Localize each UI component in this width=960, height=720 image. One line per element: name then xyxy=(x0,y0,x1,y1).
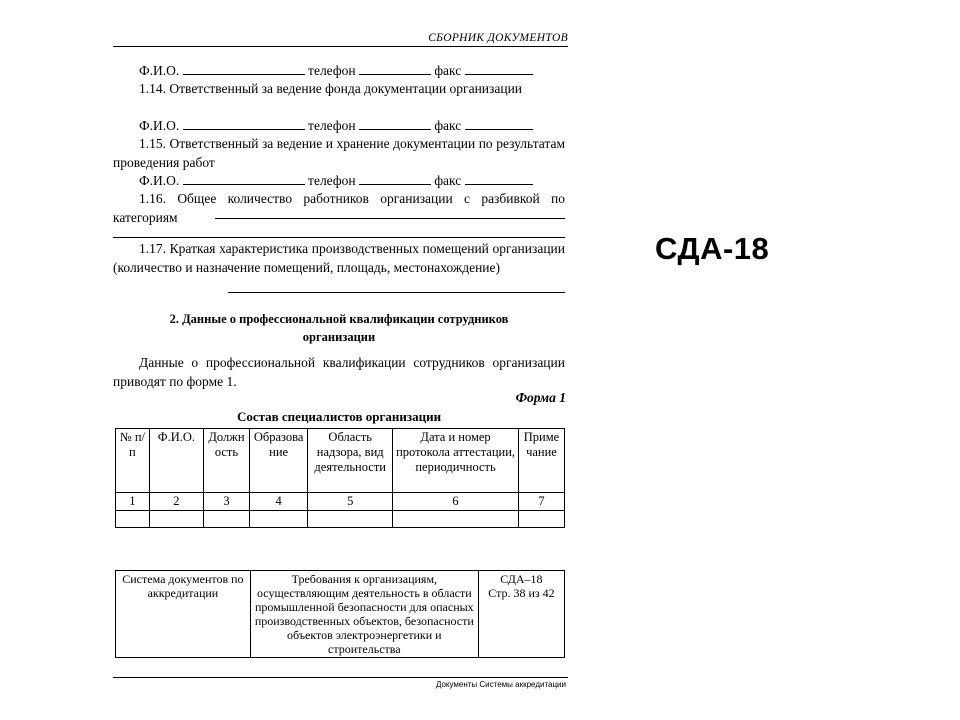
phone-blank xyxy=(359,172,431,185)
table-number-row xyxy=(116,493,565,511)
page-footer: Документы Системы аккредитации xyxy=(435,680,566,689)
footer-code: СДА–18 xyxy=(500,572,543,586)
fax-blank xyxy=(465,62,533,75)
document-code-label: СДА-18 xyxy=(655,231,770,266)
header-cell: Примечание xyxy=(518,429,564,493)
fill-line xyxy=(215,218,565,219)
footer-rule xyxy=(113,677,568,678)
phone-label: телефон xyxy=(308,173,356,188)
section-1-15: 1.15. Ответственный за ведение и хранение документации по результатам проведения работ xyxy=(113,136,565,170)
number-cell: 5 xyxy=(308,493,393,511)
fax-label: факс xyxy=(434,63,462,78)
number-cell: 1 xyxy=(116,493,150,511)
section-1-17: 1.17. Краткая характеристика производственных помещений организации (количество и назначение помещений, площадь, местонахождение) xyxy=(113,241,565,275)
header-cell: Дата и номер протокола аттестации, периодичность xyxy=(393,429,519,493)
header-cell: Должность xyxy=(203,429,249,493)
empty-cell xyxy=(393,511,519,528)
section-1-16: 1.16. Общее количество работников организации с разбивкой по категориям xyxy=(113,191,565,225)
footer-table-row xyxy=(116,571,565,658)
fio-label: Ф.И.О. xyxy=(139,63,180,78)
phone-blank xyxy=(359,117,431,130)
fax-blank xyxy=(465,117,533,130)
footer-system-cell: Система документов по аккредитации xyxy=(116,571,251,658)
fio-line-2 xyxy=(139,117,533,134)
empty-cell xyxy=(203,511,249,528)
document-footer-table xyxy=(115,570,565,658)
fill-line xyxy=(113,237,565,238)
document-page xyxy=(113,30,568,695)
specialists-table xyxy=(115,428,565,528)
table-header-row xyxy=(116,429,565,493)
phone-blank xyxy=(359,62,431,75)
phone-label: телефон xyxy=(308,63,356,78)
empty-cell xyxy=(308,511,393,528)
header-cell: Ф.И.О. xyxy=(149,429,203,493)
form-label: Форма 1 xyxy=(515,390,566,405)
phone-label: телефон xyxy=(308,118,356,133)
footer-requirements-cell: Требования к организациям, осуществляющим деятельность в области промышленной безопасности для опасных производственных объектов, безопасности объектов электроэнергетики и строительства xyxy=(250,571,478,658)
fax-label: факс xyxy=(434,118,462,133)
number-cell: 3 xyxy=(203,493,249,511)
running-header: СБОРНИК ДОКУМЕНТОВ xyxy=(428,32,568,44)
section-2-title-line-1: 2. Данные о профессиональной квалификации сотрудников xyxy=(169,312,509,326)
empty-cell xyxy=(116,511,150,528)
fio-label: Ф.И.О. xyxy=(139,118,180,133)
header-cell: Область надзора, вид деятельности xyxy=(308,429,393,493)
empty-cell xyxy=(249,511,307,528)
fio-line-1 xyxy=(139,62,533,79)
section-1-14: 1.14. Ответственный за ведение фонда документации организации xyxy=(139,81,523,96)
number-cell: 7 xyxy=(518,493,564,511)
header-cell: Образование xyxy=(249,429,307,493)
number-cell: 2 xyxy=(149,493,203,511)
table-empty-row xyxy=(116,511,565,528)
fio-label: Ф.И.О. xyxy=(139,173,180,188)
fill-line xyxy=(228,292,565,293)
fio-blank xyxy=(183,172,305,185)
section-2-title xyxy=(113,310,565,346)
fio-blank xyxy=(183,117,305,130)
footer-page: Стр. 38 из 42 xyxy=(488,586,555,600)
fio-blank xyxy=(183,62,305,75)
section-2-title-line-2: организации xyxy=(302,330,376,344)
fax-blank xyxy=(465,172,533,185)
header-rule xyxy=(113,46,568,47)
section-2-text: Данные о профессиональной квалификации сотрудников организации приводят по форме 1. xyxy=(113,355,565,389)
number-cell: 6 xyxy=(393,493,519,511)
footer-code-cell xyxy=(478,571,564,658)
fax-label: факс xyxy=(434,173,462,188)
header-cell: № п/п xyxy=(116,429,150,493)
table-title: Состав специалистов организации xyxy=(236,409,442,424)
number-cell: 4 xyxy=(249,493,307,511)
empty-cell xyxy=(518,511,564,528)
empty-cell xyxy=(149,511,203,528)
fio-line-3 xyxy=(139,172,533,189)
